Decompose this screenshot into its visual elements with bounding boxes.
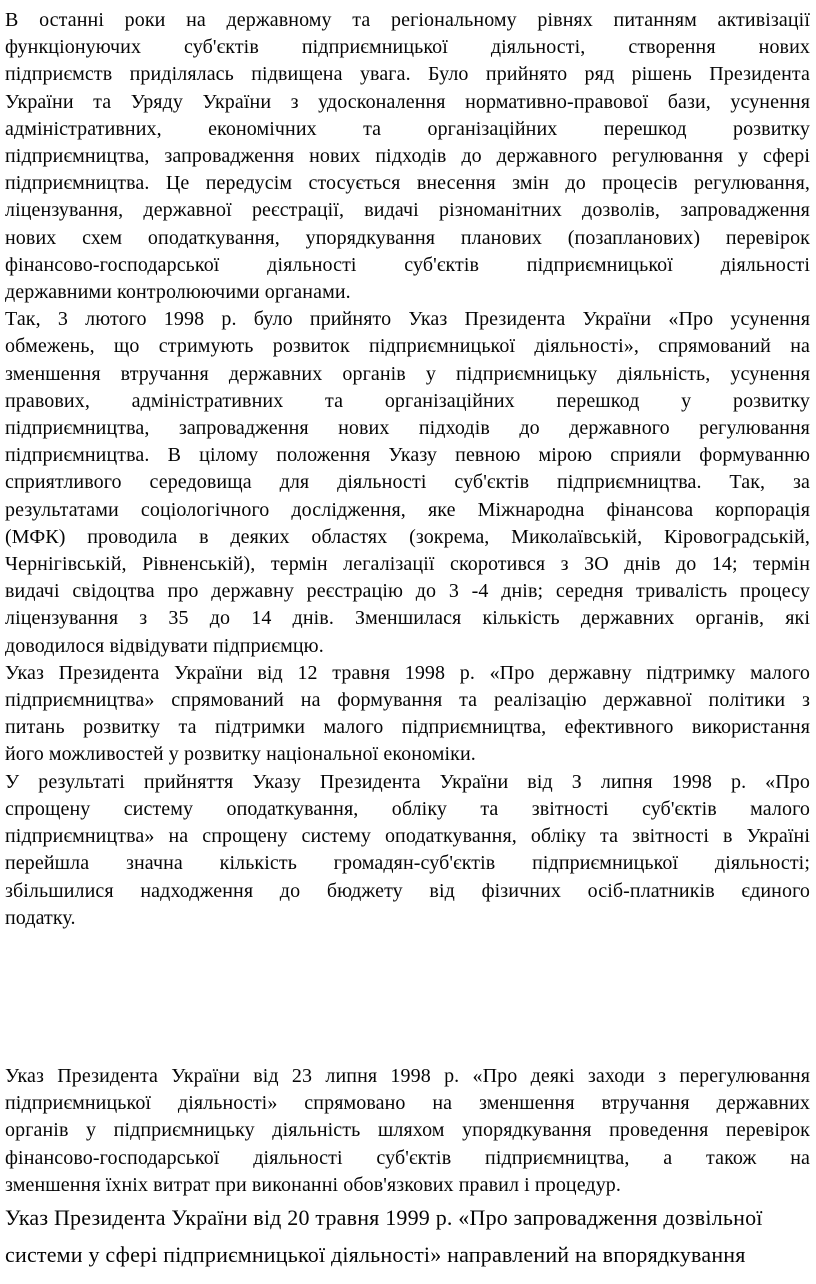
text-line: У результаті прийняття Указу Президента України від З липня 1998 р. «Про	[5, 770, 810, 793]
blank-gap	[5, 932, 810, 1063]
text-line: системи у сфері підприємницької діяльності» направлений на впорядкування	[5, 1241, 746, 1267]
text-line: органів у підприємницьку діяльність шляхом упорядкування проведення перевірок	[5, 1119, 810, 1142]
text-line: підприємництва. Це передусім стосується внесення змін до процесів регулювання,	[5, 172, 810, 195]
text-line: підприємництва. В цілому положення Указу певною мірою сприяли формуванню	[5, 444, 810, 467]
paragraph	[5, 660, 810, 769]
text-line: результатами соціологічного дослідження, яке Міжнародна фінансова корпорація	[5, 498, 810, 521]
text-line: України та Уряду України з удосконалення нормативно-правової бази, усунення	[5, 90, 810, 113]
text-line: видачі свідоцтва про державну реєстрацію до 3 -4 днів; середня тривалість процесу	[5, 580, 810, 603]
text-line: підприємництва» на спрощену систему оподаткування, обліку та звітності в Україні	[5, 825, 810, 848]
text-line: нових схем оподаткування, упорядкування планових (позапланових) перевірок	[5, 226, 810, 249]
text-line: (МФК) проводила в деяких областях (зокрема, Миколаївській, Кіровоградській,	[5, 525, 810, 548]
text-line: Указ Президента України від 20 травня 1999 р. «Про запровадження дозвільної	[5, 1204, 763, 1230]
text-line: питань розвитку та підтримки малого підприємництва, ефективного використання	[5, 716, 810, 739]
text-line: Указ Президента України від 12 травня 1998 р. «Про державну підтримку малого	[5, 661, 810, 684]
paragraph	[5, 769, 810, 932]
text-line: підприємництва, запровадження нових підходів до державного регулювання у сфері	[5, 145, 810, 168]
text-line: Чернігівській, Рівненській), термін легалізації скоротився з ЗО днів до 14; термін	[5, 553, 810, 576]
text-line: фінансово-господарської діяльності суб'єктів підприємництва, а також на	[5, 1146, 810, 1169]
text-line: ліцензування з 35 до 14 днів. Зменшилася кількість державних органів, які	[5, 607, 810, 630]
text-line: підприємництва» спрямований на формування та реалізацію державної політики з	[5, 689, 810, 712]
text-line: підприємницької діяльності» спрямовано на зменшення втручання державних	[5, 1092, 810, 1115]
text-line: перейшла значна кількість громадян-суб'єктів підприємницької діяльності;	[5, 852, 810, 875]
text-line: доводилося відвідувати підприємцю.	[5, 634, 324, 657]
text-line: Так, 3 лютого 1998 р. було прийнято Указ Президента України «Про усунення	[5, 308, 810, 331]
text-line: функціонуючих суб'єктів підприємницької діяльності, створення нових	[5, 36, 810, 59]
paragraph	[5, 7, 810, 306]
text-line: податку.	[5, 906, 76, 929]
text-line: спрощену систему оподаткування, обліку та звітності суб'єктів малого	[5, 797, 810, 820]
text-line: адміністративних, економічних та організаційних перешкод розвитку	[5, 117, 810, 140]
text-line: фінансово-господарської діяльності суб'єктів підприємницької діяльності	[5, 253, 810, 276]
text-line: Указ Президента України від 23 липня 1998 р. «Про деякі заходи з перегулювання	[5, 1064, 810, 1087]
text-line: його можливостей у розвитку національної економіки.	[5, 743, 476, 766]
text-line: зменшення їхніх витрат при виконанні обов'язкових правил і процедур.	[5, 1173, 622, 1196]
text-line: зменшення втручання державних органів у підприємницьку діяльність, усунення	[5, 362, 810, 385]
text-line: ліцензування, державної реєстрації, видачі різноманітних дозволів, запровадження	[5, 199, 810, 222]
paragraph	[5, 1063, 810, 1199]
text-line: правових, адміністративних та організаційних перешкод у розвитку	[5, 389, 810, 412]
paragraph	[5, 1199, 810, 1273]
text-line: підприємництва, запровадження нових підходів до державного регулювання	[5, 417, 810, 440]
text-line: обмежень, що стримують розвиток підприємницької діяльності», спрямований на	[5, 335, 810, 358]
text-line: підприємств приділялась підвищена увага. Було прийнято ряд рішень Президента	[5, 63, 810, 86]
text-line: збільшилися надходження до бюджету від фізичних осіб-платників єдиного	[5, 879, 810, 902]
text-line: державними контролюючими органами.	[5, 281, 351, 304]
text-line: В останні роки на державному та регіональному рівнях питанням активізації	[5, 9, 810, 31]
paragraph	[5, 306, 810, 660]
text-line: сприятливого середовища для діяльності суб'єктів підприємництва. Так, за	[5, 471, 810, 494]
